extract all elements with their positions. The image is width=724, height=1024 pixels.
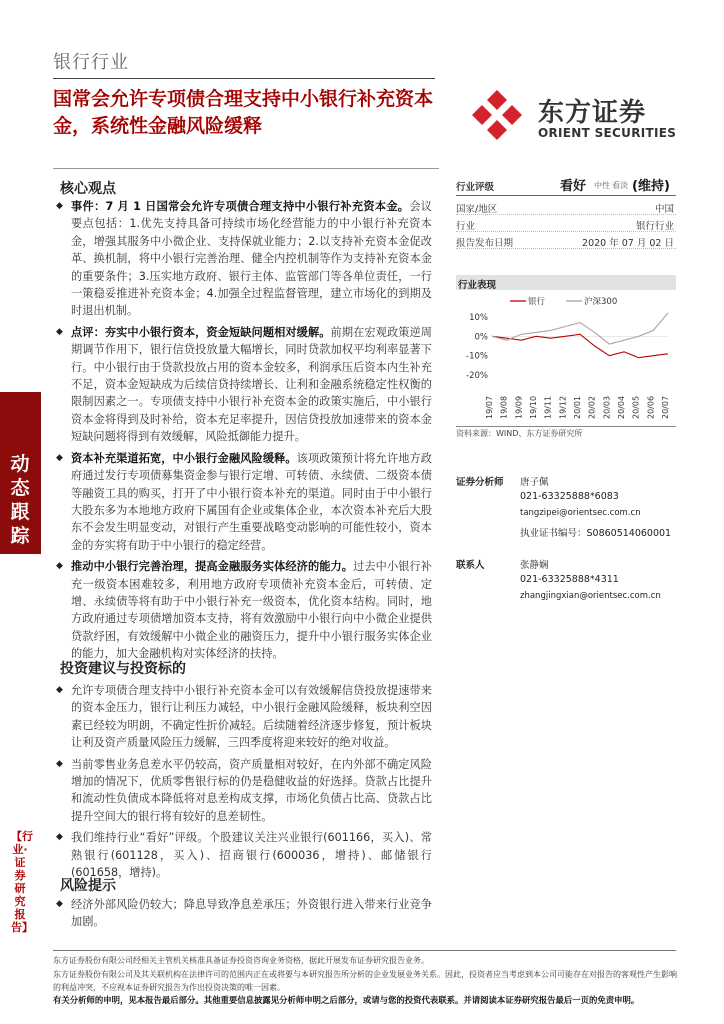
title-divider xyxy=(53,78,435,79)
info-row: 国家/地区 中国 xyxy=(456,198,676,215)
contact-block xyxy=(456,557,676,607)
contact-name: 张静娴 xyxy=(520,560,549,571)
report-category: 银行行业 xyxy=(53,52,129,73)
y-tick-label: -20% xyxy=(466,371,488,382)
x-tick-label: 20/02 xyxy=(587,395,597,419)
x-tick-label: 19/08 xyxy=(499,395,509,419)
analyst-email[interactable]: tangzipei@orientsec.com.cn xyxy=(520,508,641,518)
analyst-phone: 021-63325888*6083 xyxy=(520,491,619,502)
invest-heading: 投资建议与投资标的 xyxy=(60,661,186,677)
x-tick-label: 20/06 xyxy=(646,395,656,419)
side-report-type: 【行业·证券研究报告】 xyxy=(11,830,33,934)
invest-bullet: ◆ 当前零售业务息差水平仍较高，资产质量相对较好，在内外部不确定风险增加的情况下，优质零售银行标的仍是稳健收益的好选择。贷款占比提升和流动性负债成本降低将对息差构成支撑，市场化负债占比高、贷款占比提升空间大的银行将有较好的息差韧性。 xyxy=(56,756,432,826)
side-band xyxy=(0,392,41,554)
x-tick-label: 20/01 xyxy=(573,395,582,419)
x-tick-label: 19/09 xyxy=(514,395,524,419)
core-bullet: ◆ 点评：夯实中小银行资本，资金短缺问题相对缓解。前期在宏观政策逆周期调节作用下，银行信贷投放量大幅增长，同时贷款加权平均利率显著下行。中小银行由于贷款投放占用的资本金较多，利润承压后资本内生补充不足，资本金短缺成为后续信贷持续增长、让利和金融系统稳定性权衡的限制因素之一。专项债支持中小银行补充资本金的政策实施后，中小银行资本金将得到及时补给，资本充足率提升，因信贷投放加速带来的资本金短缺问题将得到有效缓解，风险抵御能力提升。 xyxy=(56,324,432,446)
risk-bullet: ◆ 经济外部风险仍较大；降息导致净息差承压；外资银行进入带来行业竞争加剧。 xyxy=(56,896,432,931)
contact-role: 联系人 xyxy=(456,560,485,571)
core-bullet: ◆ 事件：7 月 1 日国常会允许专项债合理支持中小银行补充资本金。会议要点包括：1.优先支持具备可持续市场化经营能力的中小银行补充资本金，增强其服务中小微企业、支持保就业能力；2.以支持补充资本金促改革、换机制，将中小银行完善治理、健全内控机制等作为支持补充资本金的重要条件；3.压实地方政府、银行主体、监管部门等各单位责任，一行一策稳妥推进补充资本金；4.加强全过程监督管理，建立市场化的到期及时退出机制。 xyxy=(56,198,432,320)
rating-option-neutral: 中性 xyxy=(594,181,610,190)
rating-value: 看好 xyxy=(560,179,587,194)
footer-qualification: 东方证券股份有限公司经相关主管机关核准具备证券投资咨询业务资格，据此开展发布证券研究报告业务。 xyxy=(53,956,429,965)
rating-row xyxy=(456,174,676,196)
contact-email[interactable]: zhangjingxian@orientsec.com.cn xyxy=(520,591,661,601)
orient-logo-icon xyxy=(470,88,524,142)
core-bullet: ◆ 资本补充渠道拓宽，中小银行金融风险缓释。该项政策预计将允许地方政府通过发行专项债募集资金参与银行定增、可转债、永续债、二级资本债等融资工具的购买，打开了中小银行资本补充的渠道。同时由于中小银行大股东多为本地地方政府下属国有企业或集体企业，本次资本补充后大股东不会发生明显变动，对银行产生重要战略变动影响的可能性较小，资本金的夯实将有助于中小银行的稳定经营。 xyxy=(56,450,432,554)
logo-name-cn: 东方证券 xyxy=(538,98,647,128)
x-tick-label: 20/03 xyxy=(602,395,612,419)
analyst-license: 执业证书编号：S0860514060001 xyxy=(520,528,672,539)
y-tick-label: 0% xyxy=(474,332,488,343)
legend-label: 沪深300 xyxy=(584,297,618,307)
rating-status: (维持) xyxy=(632,179,670,194)
x-tick-label: 19/10 xyxy=(529,395,538,419)
industry-performance-chart xyxy=(456,275,676,427)
chart-source: 资料来源：WIND、东方证券研究所 xyxy=(456,429,583,438)
core-view-heading: 核心观点 xyxy=(60,181,116,197)
x-tick-label: 19/07 xyxy=(485,395,494,419)
x-tick-label: 19/12 xyxy=(558,395,568,419)
report-title: 国常会允许专项债合理支持中小银行补充资本金，系统性金融风险缓释 xyxy=(53,88,434,137)
x-tick-label: 20/05 xyxy=(631,395,641,419)
side-band-text: 动态跟踪 xyxy=(10,453,30,547)
legend-label: 银行 xyxy=(528,297,546,307)
invest-bullet: ◆ 允许专项债合理支持中小银行补充资本金可以有效缓解信贷投放提速带来的资本金压力，银行让利压力减轻，中小银行金融风险缓释，板块利空因素已经较为明朗，不确定性折价减轻。后续随着经济逐步修复，预计板块让利及资产质量风险压力缓解，三四季度将迎来较好的绝对收益。 xyxy=(56,682,432,752)
core-bullet: ◆ 推动中小银行完善治理，提高金融服务实体经济的能力。过去中小银行补充一级资本困难较多，利用地方政府专项债补充资本金后，可转债、定增、永续债等将有助于中小银行补充一级资本，优化资本结构。同时，地方政府通过专项债增加资本支持，将有效激励中小银行向中小微企业提供贷款纾困，有效缓解中小微企业的融资压力，提升中小银行服务实体企业的能力，加大金融机构对实体经济的扶持。 xyxy=(56,558,432,662)
x-tick-label: 19/11 xyxy=(543,395,553,419)
invest-bullet: ◆ 我们维持行业“看好”评级。个股建议关注兴业银行(601166，买入)、常熟银行(601128，买入)、招商银行(600036，增持)、邮储银行(601658，增持)。 xyxy=(56,829,432,881)
logo-name-en: ORIENT SECURITIES xyxy=(538,126,677,140)
chart-canvas xyxy=(456,291,676,426)
info-row: 报告发布日期 2020 年 07 月 02 日 xyxy=(456,232,676,249)
rating-label: 行业评级 xyxy=(456,182,495,193)
risk-heading: 风险提示 xyxy=(60,878,116,894)
contact-phone: 021-63325888*4311 xyxy=(520,574,619,585)
x-tick-label: 20/07 xyxy=(661,395,670,419)
footer-disclaimer: 有关分析师的申明，见本报告最后部分。其他重要信息披露见分析师申明之后部分，或请与您的投资代表联系。并请阅读本证券研究报告最后一页的免责申明。 xyxy=(53,995,640,1005)
footer-divider xyxy=(53,950,676,951)
footer-conflict-notice: 东方证券股份有限公司及其关联机构在法律许可的范围内正在或将要与本研究报告所分析的企业发展业务关系。因此，投资者应当考虑到本公司可能存在对报告的客观性产生影响的利益冲突，不应视本证券研究报告为作出投资决策的唯一因素。 xyxy=(53,970,677,992)
info-row: 行业 银行行业 xyxy=(456,215,676,232)
series-line xyxy=(492,334,668,357)
y-tick-label: 10% xyxy=(469,312,488,323)
chart-heading: 行业表现 xyxy=(456,275,676,290)
core-view-list xyxy=(56,198,432,667)
analyst-block xyxy=(456,474,676,544)
rating-option-negative: 看淡 xyxy=(612,181,628,190)
risk-list xyxy=(56,896,432,935)
x-tick-label: 20/04 xyxy=(617,395,626,419)
chart-bottom-rule xyxy=(456,426,676,427)
analyst-name: 唐子佩 xyxy=(520,477,549,488)
analyst-role: 证券分析师 xyxy=(456,477,504,488)
section-divider xyxy=(53,168,439,169)
invest-list xyxy=(56,682,432,885)
y-tick-label: -10% xyxy=(466,351,488,362)
